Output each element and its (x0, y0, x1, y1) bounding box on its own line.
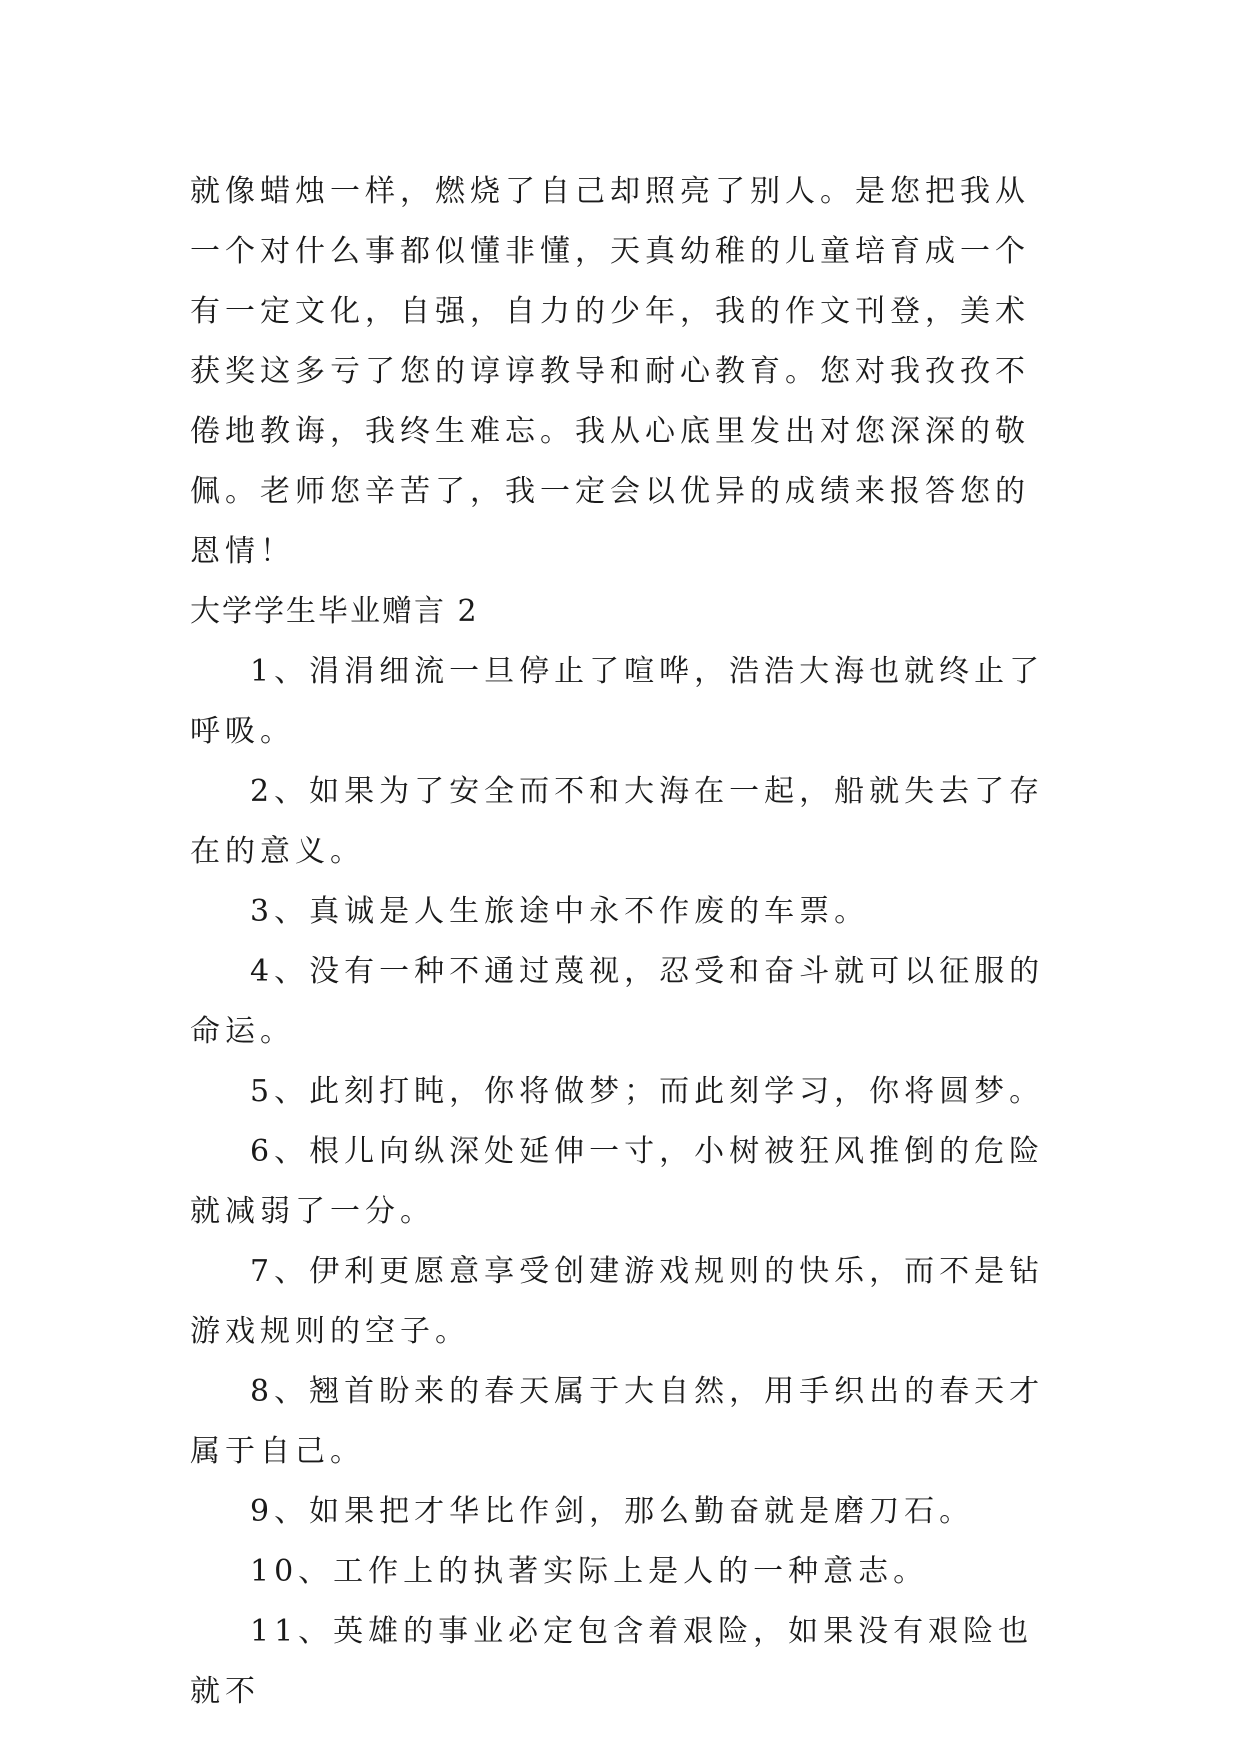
list-item: 11、英雄的事业必定包含着艰险，如果没有艰险也就不 (190, 1614, 1034, 1709)
list-item: 3、真诚是人生旅途中永不作废的车票。 (250, 894, 870, 929)
list-item: 10、工作上的执著实际上是人的一种意志。 (250, 1554, 929, 1589)
list-item: 6、根儿向纵深处延伸一寸，小树被狂风推倒的危险就减弱了一分。 (190, 1134, 1045, 1229)
list-item: 2、如果为了安全而不和大海在一起，船就失去了存在的意义。 (190, 774, 1045, 869)
document-body (190, 162, 1050, 1722)
list-item: 1、涓涓细流一旦停止了喧哗，浩浩大海也就终止了呼吸。 (190, 654, 1045, 749)
list-item: 5、此刻打盹，你将做梦；而此刻学习，你将圆梦。 (250, 1074, 1045, 1109)
section-heading: 大学学生毕业赠言 2 (190, 594, 479, 629)
list-item: 4、没有一种不通过蔑视，忍受和奋斗就可以征服的命运。 (190, 954, 1045, 1049)
list-item: 7、伊利更愿意享受创建游戏规则的快乐，而不是钻游戏规则的空子。 (190, 1254, 1045, 1349)
list-item: 8、翘首盼来的春天属于大自然，用手织出的春天才属于自己。 (190, 1374, 1045, 1469)
list-item: 9、如果把才华比作剑，那么勤奋就是磨刀石。 (250, 1494, 975, 1529)
opening-paragraph: 就像蜡烛一样，燃烧了自己却照亮了别人。是您把我从一个对什么事都似懂非懂，天真幼稚的儿童培育成一个有一定文化，自强，自力的少年，我的作文刊登，美术获奖这多亏了您的谆谆教导和耐心教育。您对我孜孜不倦地教诲，我终生难忘。我从心底里发出对您深深的敬佩。老师您辛苦了，我一定会以优异的成绩来报答您的恩情！ (190, 174, 1030, 569)
